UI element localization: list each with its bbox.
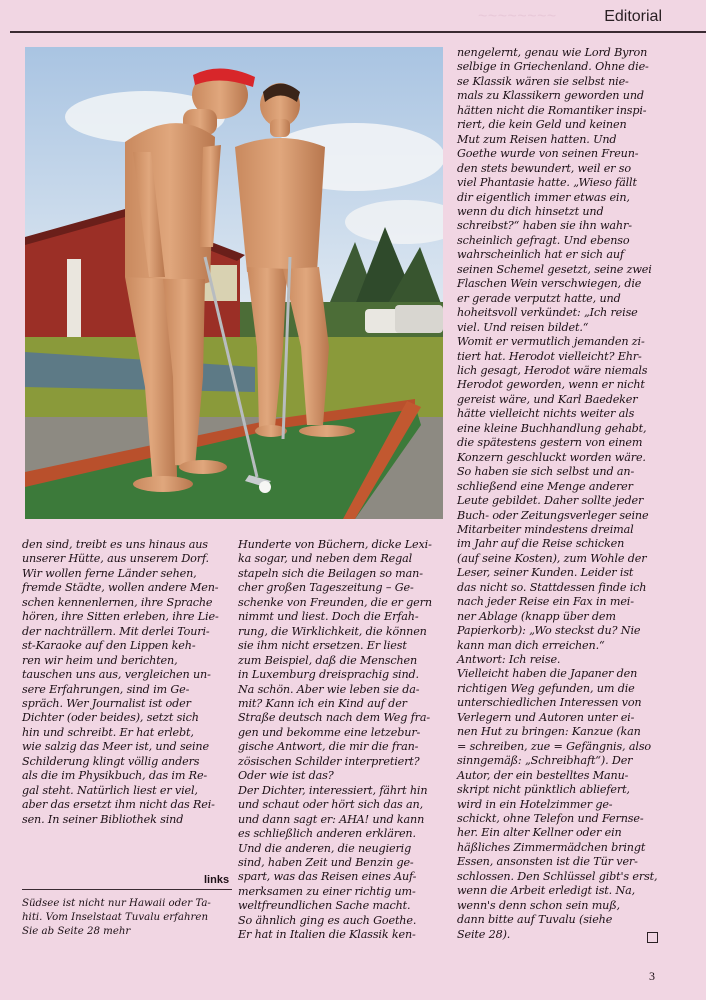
photo-caption: Südsee ist nicht nur Hawaii oder Ta- hiti. Vom Inselstaat Tuvalu erfahren Sie ab Seite 28 mehr [22, 898, 211, 937]
article-column-left: den sind, treibt es uns hinaus aus unserer Hütte, aus unserem Dorf. Wir wollen ferne Länder sehen, fremde Städte, wollen andere Men- schen kennenlernen, ihre Sprache hören, ihre Sitten erleben, ihre Lie- der nachträllern. Mit derlei Touri- st-Karaoke auf den Lippen keh- ren wir heim und berichten, tauschen uns aus, vergleichen un- sere Erfahrungen, sind im Ge- spräch. Wer Journalist ist oder Dichter (oder beides), setzt sich hin und schreibt. Er hat erlebt, wie salzig das Meer ist, und seine Schilderung klingt völlig anders als die im Physikbuch, das im Re- gal steht. Natürlich liest er viel, aber das ersetzt ihm nicht das Rei- sen. In seiner Bibliothek sind [22, 538, 219, 826]
page-number: 3 [649, 969, 655, 983]
article-column-right: nengelernt, genau wie Lord Byron selbige in Griechenland. Ohne die- se Klassik wären sie selbst nie- mals zu Klassikern geworden und hätten nicht die Romantiker inspi- riert, die kein Geld und keinen Mut zum Reisen hatten. Und Goethe wurde von seinen Freun- den stets bewundert, weil er so viel Phantasie hatte. „Wieso fällt dir eigentlich immer etwas ein, wenn du dich hinsetzt und schreibst?“ haben sie ihn wahr- scheinlich gefragt. Und ebenso wahrscheinlich hat er sich auf seinen Schemel gesetzt, seine zwei Flaschen Wein verschwiegen, die er gerade verputzt hatte, und hoheitsvoll verkündet: „Ich reise viel. Und reisen bildet.“ Womit er vermutlich jemanden zi- tiert hat. Herodot vielleicht? Ehr- lich gesagt, Herodot wäre niemals Herodot geworden, wenn er nicht gereist wäre, und Karl Baedeker hätte vielleicht nichts weiter als eine kleine Buchhandlung gehabt, die spätestens gestern von einem Konzern geschluckt worden wäre. So haben sie sich selbst und an- schließend eine Menge anderer Leute gebildet. Daher sollte jeder Buch- oder Zeitungsverleger seine Mitarbeiter mindestens dreimal im Jahr auf die Reise schicken (auf seine Kosten), zum Wohle der Leser, seiner Kunden. Leider ist das nicht so. Stattdessen finde ich nach jeder Reise ein Fax in mei- ner Ablage (knapp über dem Papierkorb): „Wo steckst du? Nie kann man dich erreichen.“ Antwort: Ich reise. Vielleicht haben die Japaner den richtigen Weg gefunden, um die unterschiedlichen Interessen von Verlegern und Autoren unter ei- nen Hut zu bringen: Kanzue (kan = schreiben, zue = Gefängnis, also sinngemäß: „Schreibhaft“). Der Autor, der ein bestelltes Manu- skript nicht pünktlich abliefert, wird in ein Hotelzimmer ge- schickt, ohne Telefon und Fernse- her. Ein alter Kellner oder ein häßliches Zimmermädchen bringt Essen, ansonsten ist die Tür ver- schlossen. Den Schlüssel gibt's erst, wenn die Arbeit erledigt ist. Na, wenn's denn schon sein muß, dann bitte auf Tuvalu (siehe Seite 28). [457, 46, 658, 941]
end-of-article-mark [647, 927, 658, 946]
caption-label: links [204, 874, 230, 886]
article-photo [25, 47, 443, 519]
header-rule [10, 31, 706, 33]
faded-header-watermark: ~~~~~~~~ [478, 8, 557, 25]
caption-rule [22, 889, 232, 890]
section-label: Editorial [604, 8, 662, 25]
article-column-middle: Hunderte von Büchern, dicke Lexi- ka sogar, und neben dem Regal stapeln sich die Beilagen so man- cher großen Tageszeitung – Ge- schenke von Freunden, die er gern nimmt und liest. Doch die Erfah- rung, die Wirklichkeit, die können sie ihm nicht ersetzen. Er liest zum Beispiel, daß die Menschen in Luxemburg dreisprachig sind. Na schön. Aber wie leben sie da- mit? Kann ich ein Kind auf der Straße deutsch nach dem Weg fra- gen und bekomme eine letzebur- gische Antwort, die mir die fran- zösischen Schilder interpretiert? Oder wie ist das? Der Dichter, interessiert, fährt hin und schaut oder hört sich das an, und dann sagt er: AHA! und kann es schließlich anderen erklären. Und die anderen, die neugierig sind, haben Zeit und Benzin ge- spart, was das Reisen eines Auf- merksamen zu einer richtig um- weltfreundlichen Sache macht. So ähnlich ging es auch Goethe. Er hat in Italien die Klassik ken- [238, 538, 432, 942]
